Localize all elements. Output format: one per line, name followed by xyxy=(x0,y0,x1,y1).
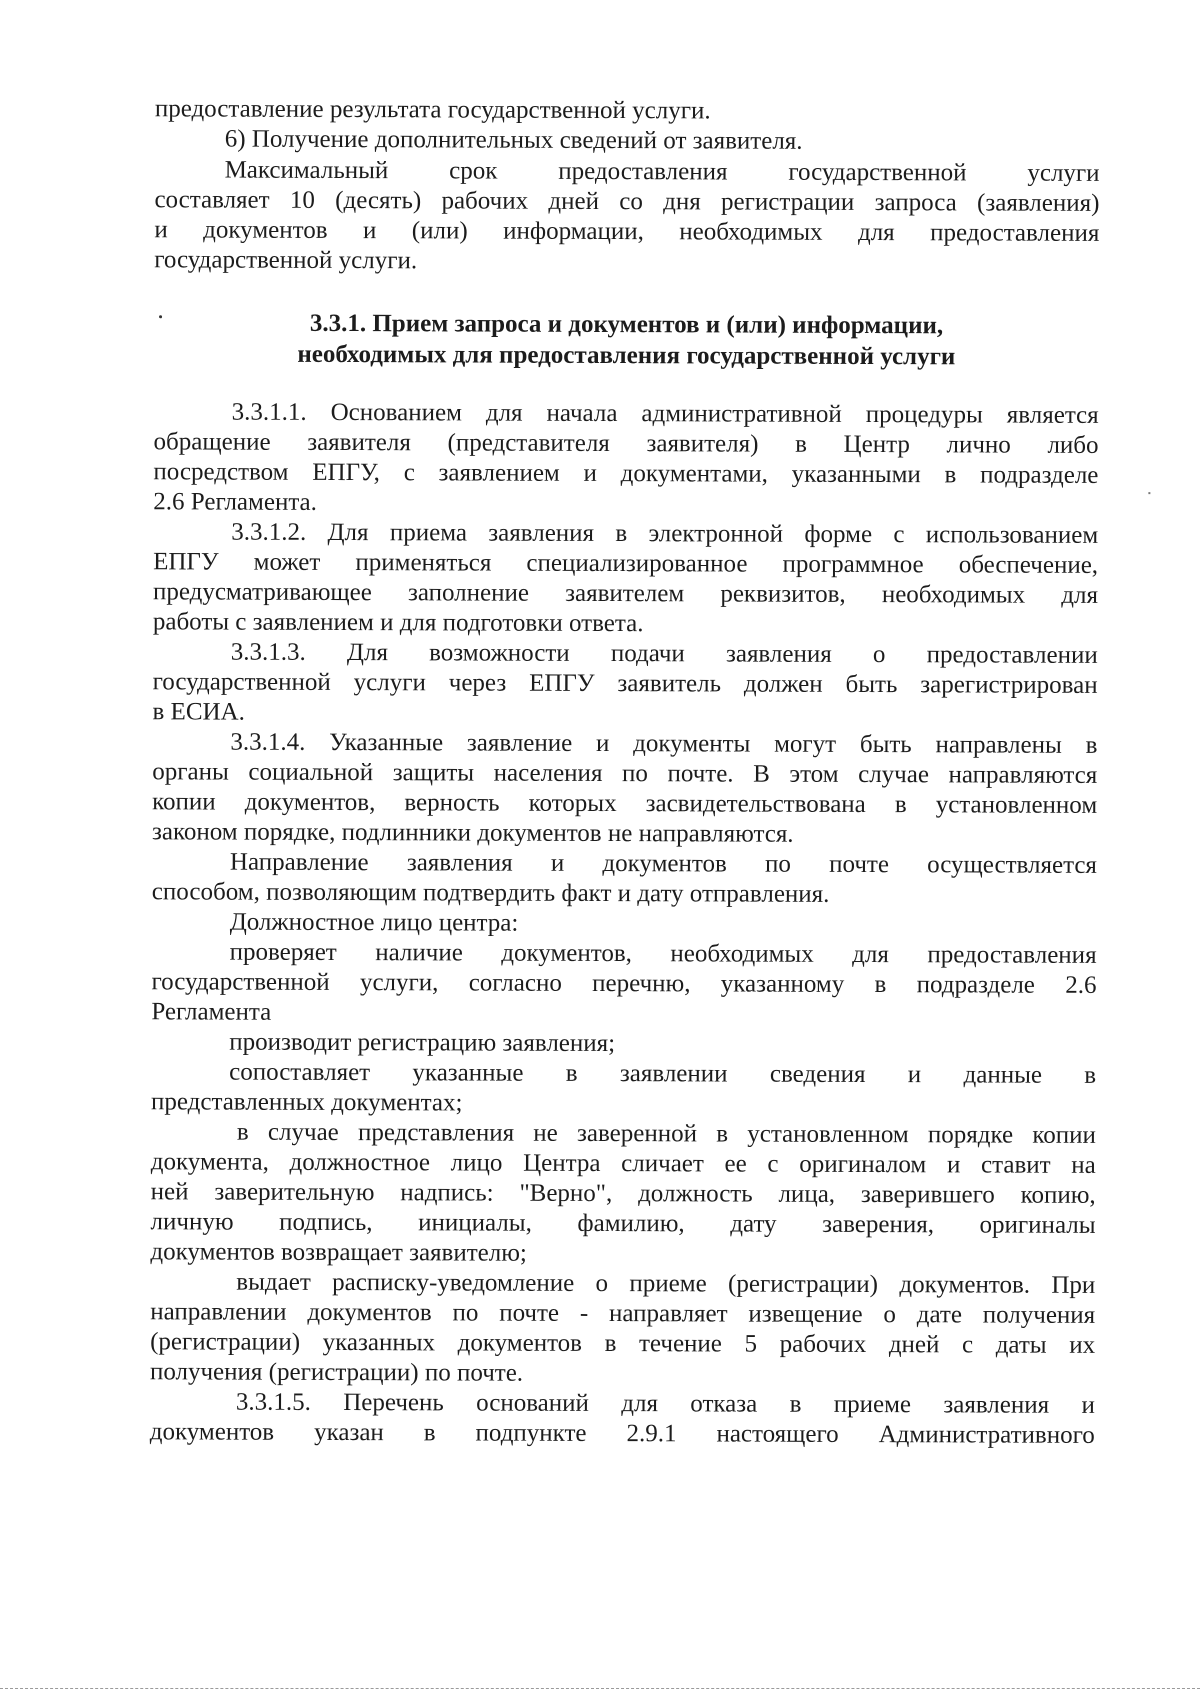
body-text-line: ЕПГУ может применяться специализированное программное обеспечение, xyxy=(153,548,1099,579)
body-text-line: копии документов, верность которых засвидетельствована в установленном xyxy=(152,788,1098,819)
body-text-line: законом порядке, подлинники документов не направляются. xyxy=(152,818,794,848)
section-heading-line-1: 3.3.1. Прием запроса и документов и (или) информации, xyxy=(309,309,944,340)
list-item: 6) Получение дополнительных сведений от заявителя. xyxy=(224,125,803,155)
paragraph-first-line: Направление заявления и документов по почте осуществляется xyxy=(229,848,1097,879)
paragraph-first-line: Должностное лицо центра: xyxy=(229,908,519,937)
scan-speck xyxy=(1148,492,1150,494)
paragraph-first-line: сопоставляет указанные в заявлении сведения и данные в xyxy=(229,1058,1097,1089)
body-text-line: предусматривающее заполнение заявителем реквизитов, необходимых для xyxy=(152,578,1099,609)
body-text-line: документов указан в подпункте 2.9.1 настоящего Административного xyxy=(149,1418,1095,1449)
body-text-line: Регламента xyxy=(151,998,272,1026)
paragraph-first-line: 3.3.1.4. Указанные заявление и документы могут быть направлены в xyxy=(230,728,1098,759)
body-text-line: документа, должностное лицо Центра сличает ее с оригиналом и ставит на xyxy=(150,1148,1096,1179)
body-text-line: личную подпись, инициалы, фамилию, дату заверения, оригиналы xyxy=(150,1208,1096,1239)
body-text-line: 2.6 Регламента. xyxy=(153,488,317,516)
body-text-line: органы социальной защиты населения по почте. В этом случае направляются xyxy=(152,758,1098,789)
paragraph-first-line: 3.3.1.3. Для возможности подачи заявления о предоставлении xyxy=(230,638,1098,669)
body-text-line: направлении документов по почте - направляет извещение о дате получения xyxy=(150,1298,1096,1329)
body-text-line: получения (регистрации) по почте. xyxy=(149,1358,524,1387)
body-text-line: государственной услуги. xyxy=(154,246,418,275)
paragraph-first-line: проверяет наличие документов, необходимых для предоставления xyxy=(229,938,1097,969)
body-text-line: обращение заявителя (представителя заявителя) в Центр лично либо xyxy=(153,428,1099,459)
body-text-line: предоставление результата государственной услуги. xyxy=(154,95,711,125)
body-text-line: документов возвращает заявителю; xyxy=(150,1238,527,1267)
section-heading-line-2: необходимых для предоставления государственной услуги xyxy=(297,340,956,371)
paragraph-first-line: производит регистрацию заявления; xyxy=(229,1028,616,1058)
paragraph-first-line: Максимальный срок предоставления государственной услуги xyxy=(224,156,1100,187)
paragraph-first-line: в случае представления не заверенной в установленном порядке копии xyxy=(236,1118,1096,1149)
body-text-line: (регистрации) указанных документов в течение 5 рабочих дней с даты их xyxy=(150,1328,1096,1359)
body-text-line: составляет 10 (десять) рабочих дней со дня регистрации запроса (заявления) xyxy=(154,186,1100,217)
body-text-line: способом, позволяющим подтвердить факт и дату отправления. xyxy=(151,878,830,908)
paragraph-first-line: 3.3.1.5. Перечень оснований для отказа в приеме заявления и xyxy=(235,1388,1095,1419)
paragraph-first-line: 3.3.1.1. Основанием для начала административной процедуры является xyxy=(231,398,1099,429)
body-text-line: и документов и (или) информации, необходимых для предоставления xyxy=(154,216,1100,247)
body-text-line: работы с заявлением и для подготовки ответа. xyxy=(152,608,644,638)
paragraph-first-line: 3.3.1.2. Для приема заявления в электронной форме с использованием xyxy=(231,518,1099,549)
body-text-line: государственной услуги через ЕПГУ заявитель должен быть зарегистрирован xyxy=(152,668,1098,699)
scan-bottom-edge xyxy=(0,1688,1200,1689)
paragraph-first-line: выдает расписку-уведомление о приеме (регистрации) документов. При xyxy=(236,1268,1096,1299)
body-text-line: представленных документах; xyxy=(150,1088,463,1117)
body-text-line: государственной услуги, согласно перечню, указанному в подразделе 2.6 xyxy=(151,968,1097,999)
body-text-line: посредством ЕПГУ, с заявлением и документами, указанными в подразделе xyxy=(153,458,1099,489)
body-text-line: в ЕСИА. xyxy=(152,698,245,726)
body-text-line: ней заверительную надпись: "Верно", должность лица, заверившего копию, xyxy=(150,1178,1096,1209)
